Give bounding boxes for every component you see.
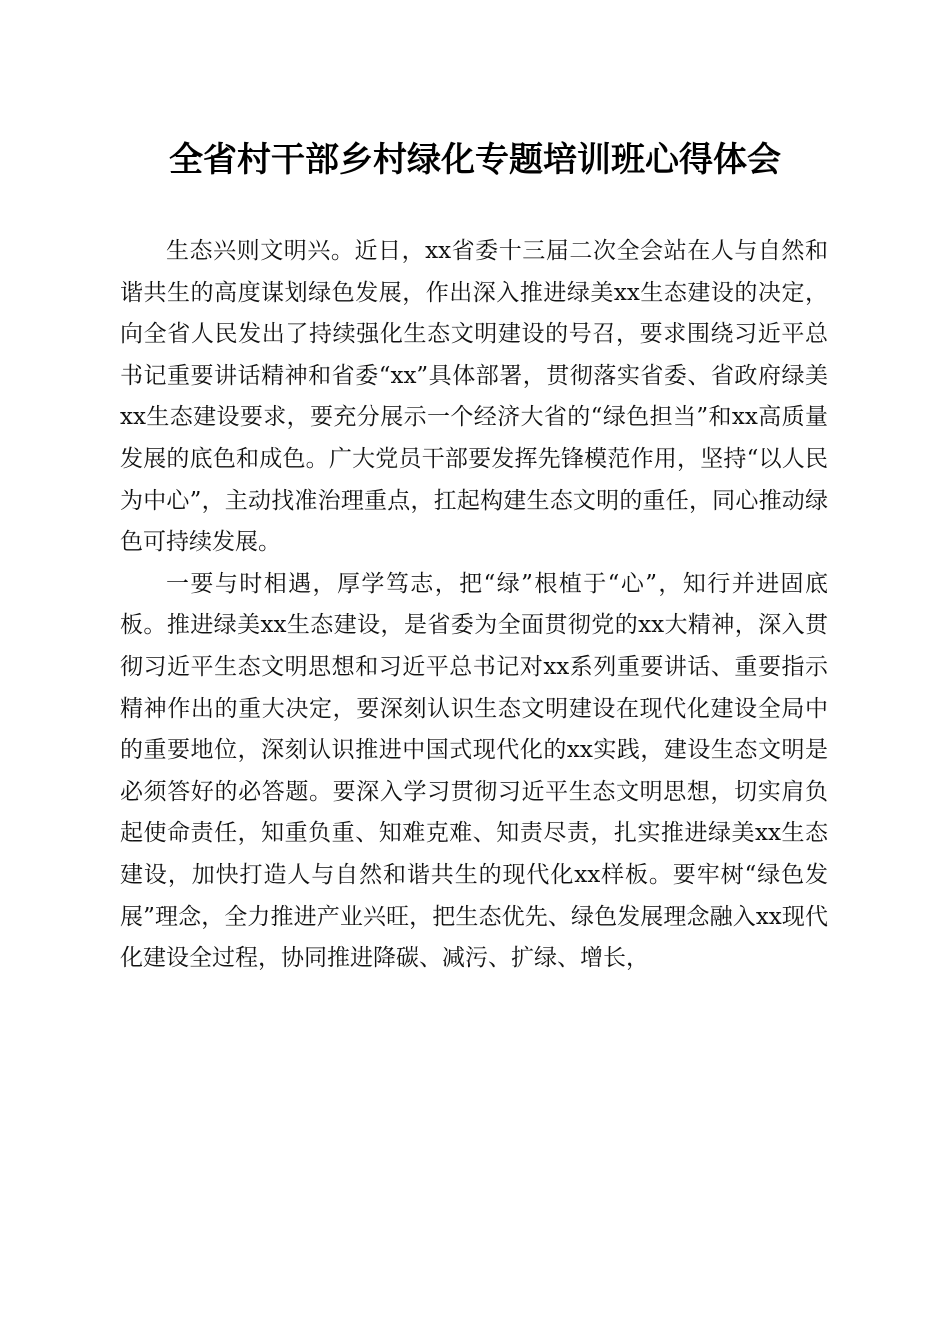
paragraph-2: 一要与时相遇，厚学笃志，把“绿”根植于“心”，知行并进固底板。推进绿美xx生态建设，是省委为全面贯彻党的xx大精神，深入贯彻习近平生态文明思想和习近平总书记对xx系列重要讲话、重要指示精神作出的重大决定，要深刻认识生态文明建设在现代化建设全局中的重要地位，深刻认识推进中国式现代化的xx实践，建设生态文明是必须答好的必答题。要深入学习贯彻习近平生态文明思想，切实肩负起使命责任，知重负重、知难克难、知责尽责，扎实推进绿美xx生态建设，加快打造人与自然和谐共生的现代化xx样板。要牢树“绿色发展”理念，全力推进产业兴旺，把生态优先、绿色发展理念融入xx现代化建设全过程，协同推进降碳、减污、扩绿、增长， xyxy=(120,570,828,972)
document-title: 全省村干部乡村绿化专题培训班心得体会 xyxy=(169,140,781,180)
paragraph-1: 生态兴则文明兴。近日，xx省委十三届二次全会站在人与自然和谐共生的高度谋划绿色发展，作出深入推进绿美xx生态建设的决定，向全省人民发出了持续强化生态文明建设的号召，要求围绕习近平总书记重要讲话精神和省委“xx”具体部署，贯彻落实省委、省政府绿美xx生态建设要求，要充分展示一个经济大省的“绿色担当”和xx高质量发展的底色和成色。广大党员干部要发挥先锋模范作用，坚持“以人民为中心”，主动找准治理重点，扛起构建生态文明的重任，同心推动绿色可持续发展。 xyxy=(120,238,828,556)
document-body xyxy=(120,231,828,980)
